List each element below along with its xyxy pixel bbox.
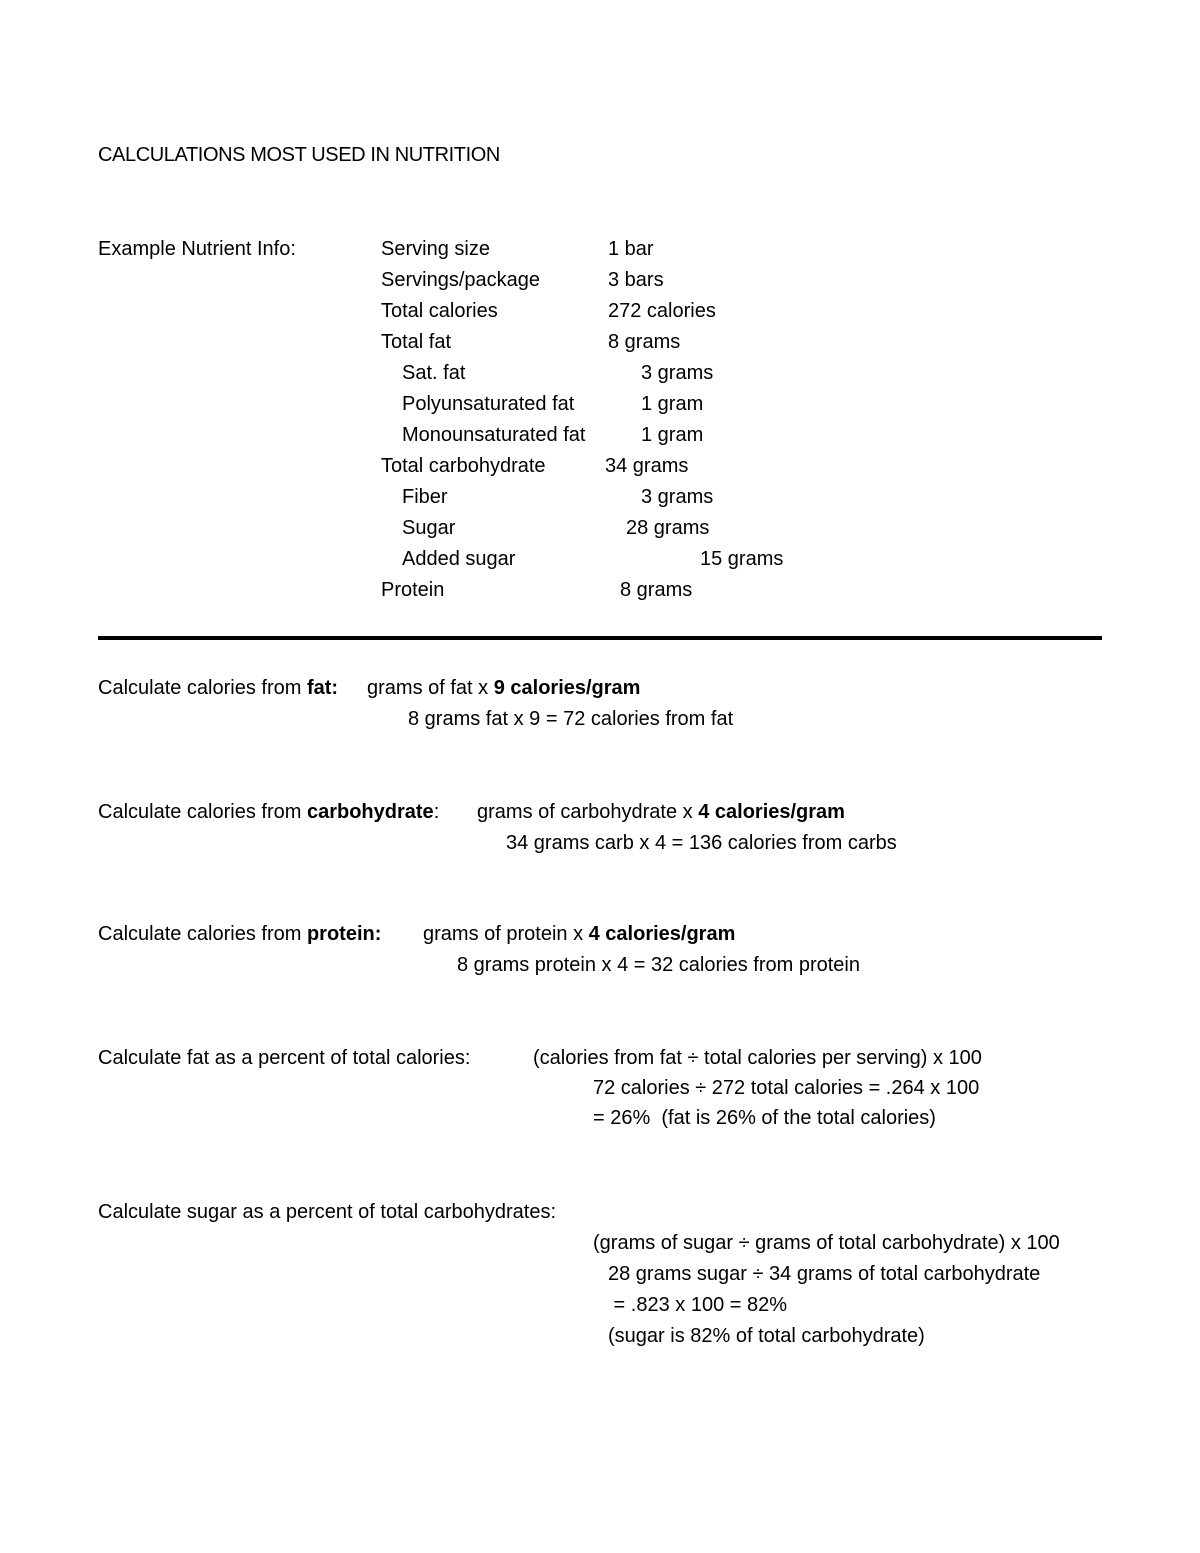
nutrient-name: Added sugar bbox=[402, 548, 516, 570]
sugar-percent-line: = .823 x 100 = 82% bbox=[608, 1294, 788, 1316]
nutrient-name: Protein bbox=[381, 579, 445, 601]
fat-calc-factor: 9 calories/gram bbox=[493, 677, 641, 699]
sugar-percent-line: (sugar is 82% of total carbohydrate) bbox=[608, 1325, 925, 1347]
protein-calc-formula bbox=[423, 924, 735, 944]
nutrient-value: 3 bars bbox=[608, 269, 664, 291]
nutrient-name: Sat. fat bbox=[402, 362, 466, 384]
nutrient-value: 1 gram bbox=[641, 424, 704, 446]
protein-calc-prefix: Calculate calories from bbox=[98, 923, 307, 945]
nutrient-name: Servings/package bbox=[381, 269, 540, 291]
protein-calc-formula-text: grams of protein x bbox=[423, 923, 589, 945]
fat-percent-line: = 26% (fat is 26% of the total calories) bbox=[593, 1107, 936, 1129]
sugar-percent-heading: Calculate sugar as a percent of total carbohydrates: bbox=[98, 1201, 557, 1223]
example-label: Example Nutrient Info: bbox=[98, 238, 296, 260]
fat-calc-nutrient: fat bbox=[306, 677, 332, 699]
nutrient-name: Polyunsaturated fat bbox=[402, 393, 575, 415]
carb-calc-example: 34 grams carb x 4 = 136 calories from carbs bbox=[506, 832, 897, 854]
fat-calc-colon: : bbox=[331, 677, 339, 699]
page-title: CALCULATIONS MOST USED IN NUTRITION bbox=[98, 144, 500, 166]
nutrient-value: 8 grams bbox=[620, 579, 693, 601]
fat-calc-prefix: Calculate calories from bbox=[98, 677, 307, 699]
protein-calc-nutrient: protein bbox=[306, 923, 375, 945]
nutrient-value: 1 gram bbox=[641, 393, 704, 415]
nutrient-value: 34 grams bbox=[605, 455, 689, 477]
nutrient-value: 3 grams bbox=[641, 486, 714, 508]
nutrient-value: 272 calories bbox=[608, 300, 716, 322]
protein-calc-factor: 4 calories/gram bbox=[588, 923, 736, 945]
sugar-percent-formula: (grams of sugar ÷ grams of total carbohydrate) x 100 bbox=[593, 1232, 1060, 1254]
nutrient-value: 1 bar bbox=[608, 238, 654, 260]
carb-calc-heading bbox=[98, 802, 439, 822]
nutrient-name: Total calories bbox=[381, 300, 498, 322]
sugar-percent-line: 28 grams sugar ÷ 34 grams of total carbohydrate bbox=[608, 1263, 1041, 1285]
fat-percent-heading: Calculate fat as a percent of total calories: bbox=[98, 1047, 471, 1069]
nutrient-name: Serving size bbox=[381, 238, 490, 260]
fat-calc-formula bbox=[367, 678, 640, 698]
fat-percent-line: 72 calories ÷ 272 total calories = .264 x 100 bbox=[593, 1077, 980, 1099]
fat-calc-heading bbox=[98, 678, 338, 698]
carb-calc-colon: : bbox=[433, 801, 440, 823]
carb-calc-factor: 4 calories/gram bbox=[698, 801, 845, 823]
nutrient-name: Monounsaturated fat bbox=[402, 424, 586, 446]
nutrient-name: Fiber bbox=[402, 486, 448, 508]
nutrient-value: 8 grams bbox=[608, 331, 681, 353]
protein-calc-colon: : bbox=[374, 923, 382, 945]
fat-calc-example: 8 grams fat x 9 = 72 calories from fat bbox=[408, 708, 734, 730]
carb-calc-formula-text: grams of carbohydrate x bbox=[477, 801, 699, 823]
carb-calc-nutrient: carbohydrate bbox=[306, 801, 434, 823]
carb-calc-prefix: Calculate calories from bbox=[98, 801, 307, 823]
fat-percent-formula: (calories from fat ÷ total calories per serving) x 100 bbox=[533, 1047, 982, 1069]
horizontal-rule bbox=[98, 636, 1102, 640]
protein-calc-example: 8 grams protein x 4 = 32 calories from protein bbox=[457, 954, 860, 976]
carb-calc-formula bbox=[477, 802, 845, 822]
nutrient-name: Total fat bbox=[381, 331, 452, 353]
nutrient-value: 28 grams bbox=[626, 517, 710, 539]
nutrient-name: Sugar bbox=[402, 517, 456, 539]
fat-calc-formula-text: grams of fat x bbox=[367, 677, 494, 699]
nutrient-value: 15 grams bbox=[700, 548, 784, 570]
nutrient-name: Total carbohydrate bbox=[381, 455, 546, 477]
protein-calc-heading bbox=[98, 924, 381, 944]
nutrient-value: 3 grams bbox=[641, 362, 714, 384]
